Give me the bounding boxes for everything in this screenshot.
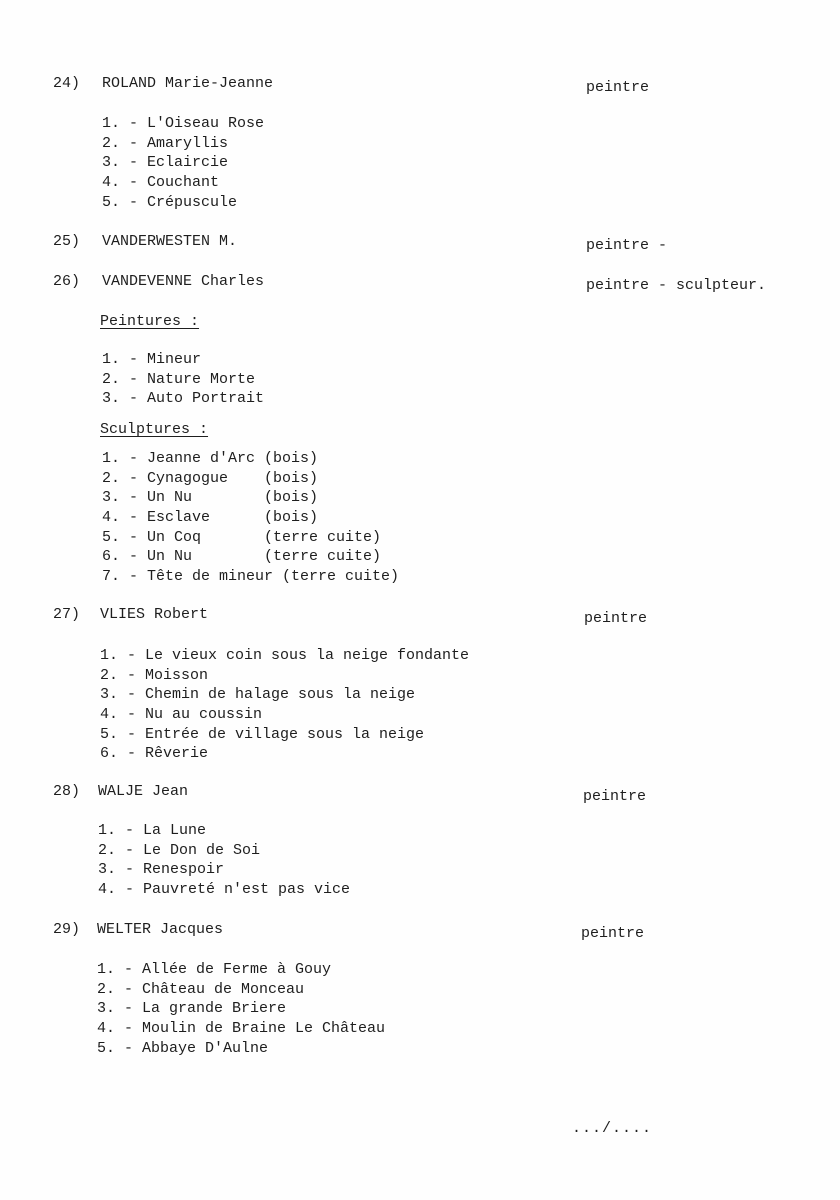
artwork-item: 1. - L'Oiseau Rose — [102, 115, 265, 132]
artwork-item: 1. - Mineur — [102, 351, 202, 368]
artwork-list — [102, 114, 264, 212]
artwork-item: 2. - Amaryllis — [102, 134, 229, 152]
artwork-item: 4. - Moulin de Braine Le Château — [97, 1020, 386, 1038]
artwork-item: 4. - Pauvreté n'est pas vice — [98, 881, 351, 899]
artwork-item: 3. - Renespoir — [98, 861, 225, 879]
artist-role: peintre - — [586, 237, 668, 254]
artist-role: peintre — [583, 788, 647, 805]
artist-name: WALJE Jean — [98, 783, 189, 800]
artwork-item: 4. - Couchant — [102, 174, 220, 192]
artist-name: VANDEVENNE Charles — [102, 273, 265, 290]
artist-name: WELTER Jacques — [97, 921, 224, 938]
entry-number: 26) — [52, 273, 80, 290]
artwork-item: 1. - Allée de Ferme à Gouy — [97, 961, 332, 978]
artist-role: peintre — [581, 925, 645, 942]
paintings-heading: Peintures : — [100, 313, 200, 330]
entry-number: 27) — [52, 606, 80, 623]
entry-number: 24) — [52, 75, 80, 92]
artist-name: VANDERWESTEN M. — [102, 233, 238, 250]
artist-role: peintre — [586, 79, 650, 96]
artwork-item: 2. - Château de Monceau — [97, 980, 305, 998]
artwork-item: 6. - Rêverie — [100, 745, 209, 763]
artist-role: peintre — [584, 610, 648, 627]
artwork-item: 5. - Entrée de village sous la neige — [100, 725, 425, 743]
artwork-item: 7. - Tête de mineur (terre cuite) — [102, 568, 400, 586]
artist-name: VLIES Robert — [100, 606, 209, 623]
artwork-item: 6. - Un Nu (terre cuite) — [102, 548, 382, 566]
artwork-list — [97, 960, 385, 1058]
artwork-item: 3. - Un Nu (bois) — [102, 489, 319, 507]
artwork-item: 2. - Nature Morte — [102, 370, 256, 388]
artwork-item: 1. - Le vieux coin sous la neige fondante — [100, 647, 470, 664]
sculptures-list — [102, 449, 399, 587]
artwork-item: 1. - Jeanne d'Arc (bois) — [102, 450, 319, 467]
artwork-item: 5. - Crépuscule — [102, 193, 238, 211]
artist-name: ROLAND Marie-Jeanne — [102, 75, 274, 92]
entry-number: 29) — [52, 921, 80, 938]
artwork-list — [100, 646, 469, 764]
artwork-item: 2. - Le Don de Soi — [98, 841, 261, 859]
artwork-item: 2. - Moisson — [100, 666, 209, 684]
artwork-item: 3. - Auto Portrait — [102, 390, 265, 408]
artwork-item: 4. - Nu au coussin — [100, 706, 263, 724]
artwork-item: 2. - Cynagogue (bois) — [102, 469, 319, 487]
artwork-item: 1. - La Lune — [98, 822, 207, 839]
artwork-item: 4. - Esclave (bois) — [102, 509, 319, 527]
entry-number: 25) — [52, 233, 80, 250]
sculptures-heading: Sculptures : — [100, 421, 209, 438]
paintings-list — [102, 350, 264, 409]
artwork-item: 3. - La grande Briere — [97, 1000, 287, 1018]
continuation-marker: .../.... — [572, 1120, 653, 1137]
artwork-item: 5. - Un Coq (terre cuite) — [102, 528, 382, 546]
artwork-item: 3. - Chemin de halage sous la neige — [100, 686, 416, 704]
artwork-item: 5. - Abbaye D'Aulne — [97, 1039, 269, 1057]
artwork-list — [98, 821, 350, 900]
entry-number: 28) — [52, 783, 80, 800]
artist-role: peintre - sculpteur. — [586, 277, 767, 294]
artwork-item: 3. - Eclaircie — [102, 154, 229, 172]
